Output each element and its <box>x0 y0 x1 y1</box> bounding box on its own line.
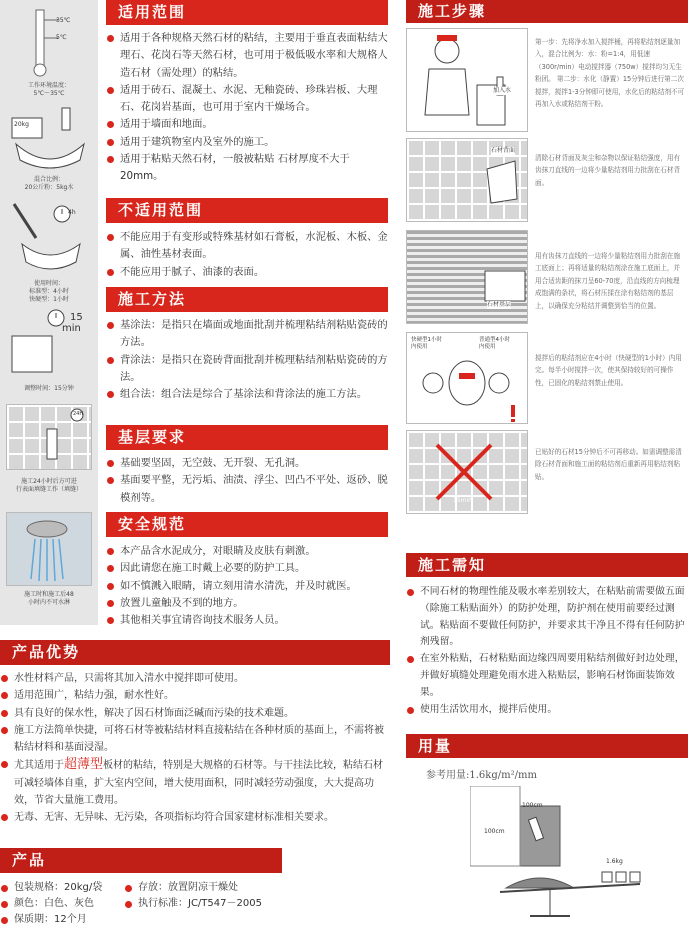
thermometer-illustration <box>6 6 92 78</box>
list-item: 适用于粘贴天然石材，一般被粘贴 石材厚度不大于20mm。 <box>106 151 392 186</box>
stone-back-label: 石材背面 <box>491 147 516 154</box>
step1-text: 第一步：先将净水加入搅拌桶，再将粘结剂逐量加入，混合比例为：水：粉=1:4，用低速（300r/min）电动搅拌器（750w）搅拌均匀无生粉团。 第二步：水化（静置）15分钟后进行第二次搅拌，搅拌1-3分钟即可使用，水化后的粘结剂不可再加入水或粘结剂干粉。 <box>535 38 685 109</box>
advantages-title: 产品优势 <box>0 640 390 665</box>
normal-type-label: 普通型4小时 内使用 <box>479 337 510 350</box>
list-item: 其他相关事宜请咨询技术服务人员。 <box>106 612 392 629</box>
scale-icon <box>470 786 670 926</box>
stone-base-label: 石材基层 <box>487 301 512 308</box>
list-item: 颜色：白色、灰色 <box>0 896 122 912</box>
product-specs-col2 <box>124 880 294 912</box>
ultra-thin-highlight: 超薄型 <box>64 757 104 773</box>
temp-low-label: 5℃ <box>56 34 67 41</box>
step5-illustration <box>406 430 528 514</box>
add-water-label: 加入水 <box>493 87 512 94</box>
thermometer-icon <box>6 6 92 78</box>
step4-text: 搅拌后的粘结剂应在4小时（快硬型的1小时）内用完。每半小时搅拌一次，使其保持较好的可操作性，已固化的粘结剂禁止使用。 <box>535 354 682 387</box>
step3-text: 用有齿抹刀直线的一边将少量粘结剂用力批刮在施工底面上；再将适量的粘结剂涂在施工底面上，并用合适齿距的抹刀呈60-70度，沿直线的方向梳理成饱满的条状，将石材压揉在涂有粘结剂的基层上，以确保充分粘结并调整到恰当的位置。 <box>535 252 681 310</box>
not-applicable-title: 不适用范围 <box>106 198 388 223</box>
weight-label: 1.6kg <box>606 858 623 865</box>
step2-illustration <box>406 138 528 222</box>
15min-label: 15min <box>453 497 472 504</box>
sidebar-illustrations <box>0 0 98 625</box>
list-item <box>0 756 392 809</box>
dim-height-label: 100cm <box>484 828 505 835</box>
safety-list <box>106 543 392 629</box>
seam-caption: 施工24小时后方可进 行表面填缝工作（填缝） <box>15 478 82 493</box>
list-item: 基涂法：是指只在墙面或地面批刮并梳理粘结剂粘贴瓷砖的方法。 <box>106 317 392 352</box>
list-item: 基础要坚固，无空鼓、无开裂、无孔洞。 <box>106 455 392 472</box>
list-item: 本产品含水泥成分，对眼睛及皮肤有刺激。 <box>106 543 392 560</box>
base-list <box>106 455 392 507</box>
advantages-list <box>0 670 392 827</box>
step4-illustration <box>406 332 528 424</box>
notched-trowel-icon <box>407 231 527 323</box>
steps-title: 施工步骤 <box>406 0 688 23</box>
usage-reference: 参考用量:1.6kg/m²/mm <box>426 770 537 781</box>
product-specs-col1 <box>0 880 122 928</box>
list-item: 组合法：组合法是综合了基涂法和背涂法的施工方法。 <box>106 386 392 403</box>
list-item: 不同石材的物理性能及吸水率差别较大，在粘贴前需要做五面（除施工粘贴面外）的防护处理，防护剂在使用前要经过测试。粘贴面不要做任何防护，并要求其干净且不得有任何防护剂残留。 <box>406 584 686 651</box>
time-min-label: min <box>62 323 81 334</box>
step1-illustration <box>406 28 528 132</box>
time-24h-label: 24H <box>73 411 84 417</box>
methods-title: 施工方法 <box>106 287 388 312</box>
temp-high-label: 35℃ <box>56 17 71 24</box>
list-item: 存放：放置阴凉干燥处 <box>124 880 294 896</box>
list-item: 在室外粘贴，石材粘贴面边缘四周要用粘结剂做好封边处理，并做好填缝处理避免雨水进入粘贴层，影响石材饰面装饰效果。 <box>406 651 686 701</box>
bag-bucket-icon <box>6 104 92 174</box>
mixing-illustration <box>6 104 92 174</box>
bag-weight-label: 20kg <box>14 121 29 128</box>
water-caption: 施工时和施工后48 小时内不可水淋 <box>24 591 74 606</box>
applicable-list <box>106 30 392 186</box>
list-item: 不能应用于腻子、油漆的表面。 <box>106 264 392 281</box>
list-item: 包装规格：20kg/袋 <box>0 880 122 896</box>
list-item: 无毒、无害、无异味、无污染，各项指标均符合国家建材标准相关要求。 <box>0 809 392 826</box>
list-item: 使用生活饮用水，搅拌后使用。 <box>406 702 686 719</box>
stirring-illustration <box>6 200 92 276</box>
clock-bucket-icon <box>6 200 92 276</box>
applicable-title: 适用范围 <box>106 0 388 25</box>
not-applicable-list <box>106 229 392 281</box>
list-item: 适用于砖石、混凝土、水泥、无釉瓷砖、珍珠岩板、大理石、花岗岩基面，也可用于室内干燥场合。 <box>106 82 392 117</box>
base-title: 基层要求 <box>106 425 388 450</box>
product-title: 产品 <box>0 848 282 873</box>
fast-type-label: 快硬型1小时 内使用 <box>411 337 442 350</box>
advantage-prefix: 尤其适用于 <box>14 760 64 772</box>
time-15-label: 15 <box>70 312 83 323</box>
shower-icon <box>7 513 91 585</box>
list-item: 施工方法简单快捷，可将石材等被粘结材料直接粘结在各种材质的基面上，不需将被粘结材料和基面浸湿。 <box>0 722 392 757</box>
notes-title: 施工需知 <box>406 553 688 577</box>
time-4h-label: 4h <box>68 209 76 216</box>
list-item: 因此请您在施工时戴上必要的防护工具。 <box>106 560 392 577</box>
list-item: 具有良好的保水性，解决了因石材饰面泛碱而污染的技术难题。 <box>0 705 392 722</box>
list-item: 放置儿童触及不到的地方。 <box>106 595 392 612</box>
list-item: 适用于墙面和地面。 <box>106 116 392 133</box>
list-item: 适用范围广，粘结力强，耐水性好。 <box>0 687 392 704</box>
safety-title: 安全规范 <box>106 512 388 537</box>
list-item: 水性材料产品，只需将其加入清水中搅拌即可使用。 <box>0 670 392 687</box>
advantage-suffix: 板材的粘结，特别是大规格的石材等。与干挂法比较，粘结石材可减轻墙体自重，扩大室内空间，增大使用面积，同时减轻劳动强度，大大提高功效，节省大量施工费用。 <box>14 760 384 807</box>
list-item: 如不慎溅入眼睛，请立刻用清水清洗，并及时就医。 <box>106 578 392 595</box>
step3-illustration <box>406 230 528 324</box>
list-item: 背涂法：是指只在瓷砖背面批刮并梳理粘结剂粘贴瓷砖的方法。 <box>106 352 392 387</box>
list-item: 适用于各种规格天然石材的粘结，主要用于垂直表面粘结大理石、花岗石等天然石材，也可用于极低吸水率和大规格人造石材（需处理）的粘结。 <box>106 30 392 82</box>
list-item: 适用于建筑物室内及室外的施工。 <box>106 134 392 151</box>
step5-text: 已贴好的石材15分钟后不可再移动。如需调整需清除石材背面和施工面的粘结剂后重新再用粘结剂粘贴。 <box>535 448 682 481</box>
list-item: 执行标准：JC/T547－2005 <box>124 896 294 912</box>
dim-width-label: 100cm <box>522 802 543 809</box>
no-water-illustration <box>6 512 92 586</box>
worker-mixing-icon <box>407 29 528 132</box>
adjust-caption: 调整时间：15分钟 <box>24 385 74 392</box>
use-caption: 使用时间： 标准型：4小时 快硬型：1小时 <box>29 280 69 303</box>
notes-list <box>406 584 686 718</box>
step2-text: 清除石材背面及灰尘和杂物以保证粘结强度，用有齿抹刀直线的一边将少量粘结剂用力批刮在石材背面。 <box>535 154 681 187</box>
temp-caption: 工作环境温度： 5℃～35℃ <box>27 82 70 97</box>
mix-caption: 混合比例： 20公斤粉：5kg水 <box>24 176 74 191</box>
list-item: 不能应用于有变形或特殊基材如石膏板，水泥板、木板、金属、油性基材表面。 <box>106 229 392 264</box>
methods-list <box>106 317 392 403</box>
list-item: 保质期：12个月 <box>0 912 122 928</box>
list-item: 基面要平整，无污垢、油渍、浮尘、凹凸不平处、返砂、脱模剂等。 <box>106 472 392 507</box>
usage-title: 用量 <box>406 734 688 758</box>
usage-illustration <box>470 786 670 926</box>
